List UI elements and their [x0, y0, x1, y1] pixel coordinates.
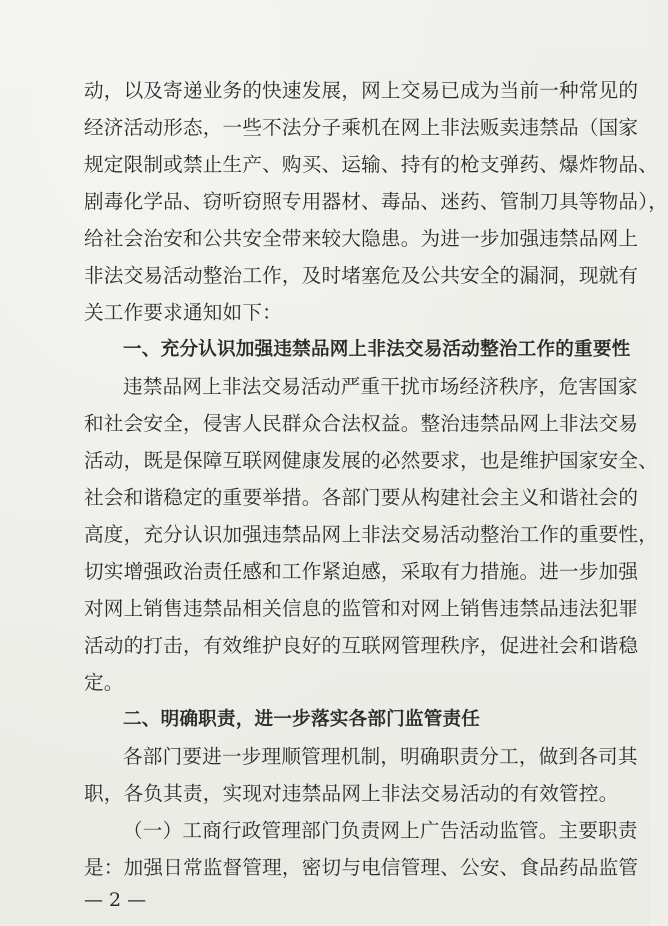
page-number: — 2 —	[84, 889, 147, 911]
text-line: 各部门要进一步理顺管理机制，明确职责分工，做到各司其	[123, 745, 638, 768]
text-line: 定。	[84, 671, 124, 694]
text-line: 规定限制或禁止生产、购买、运输、持有的枪支弹药、爆炸物品、	[84, 153, 659, 176]
text-line: 职，各负其责，实现对违禁品网上非法交易活动的有效管控。	[84, 782, 619, 805]
text-line: 剧毒化学品、窃听窃照专用器材、毒品、迷药、管制刀具等物品），	[84, 190, 668, 213]
text-line: 社会和谐稳定的重要举措。各部门要从构建社会主义和谐社会的	[84, 486, 639, 509]
text-line: 关工作要求通知如下：	[84, 301, 282, 324]
text-line: 活动的打击，有效维护良好的互联网管理秩序，促进社会和谐稳	[84, 634, 639, 657]
text-line: 对网上销售违禁品相关信息的监管和对网上销售违禁品违法犯罪	[84, 597, 639, 620]
text-line: 切实增强政治责任感和工作紧迫感，采取有力措施。进一步加强	[84, 560, 639, 583]
text-line: 动，以及寄递业务的快速发展，网上交易已成为当前一种常见的	[84, 79, 639, 102]
text-line: 非法交易活动整治工作，及时堵塞危及公共安全的漏洞，现就有	[84, 264, 639, 287]
text-line: （一）工商行政管理部门负责网上广告活动监管。主要职责	[123, 819, 638, 842]
text-line: 活动，既是保障互联网健康发展的必然要求，也是维护国家安全、	[84, 449, 659, 472]
section-heading-2: 二、明确职责，进一步落实各部门监管责任	[123, 709, 481, 730]
text-line: 给社会治安和公共安全带来较大隐患。为进一步加强违禁品网上	[84, 227, 639, 250]
text-line: 经济活动形态，一些不法分子乘机在网上非法贩卖违禁品（国家	[84, 116, 639, 139]
text-line: 高度，充分认识加强违禁品网上非法交易活动整治工作的重要性，	[84, 523, 659, 546]
text-line: 和社会安全，侵害人民群众合法权益。整治违禁品网上非法交易	[84, 412, 639, 435]
text-line: 违禁品网上非法交易活动严重干扰市场经济秩序，危害国家	[123, 375, 638, 398]
section-heading-1: 一、充分认识加强违禁品网上非法交易活动整治工作的重要性	[123, 339, 631, 360]
text-line: 是：加强日常监督管理，密切与电信管理、公安、食品药品监管	[84, 856, 639, 879]
